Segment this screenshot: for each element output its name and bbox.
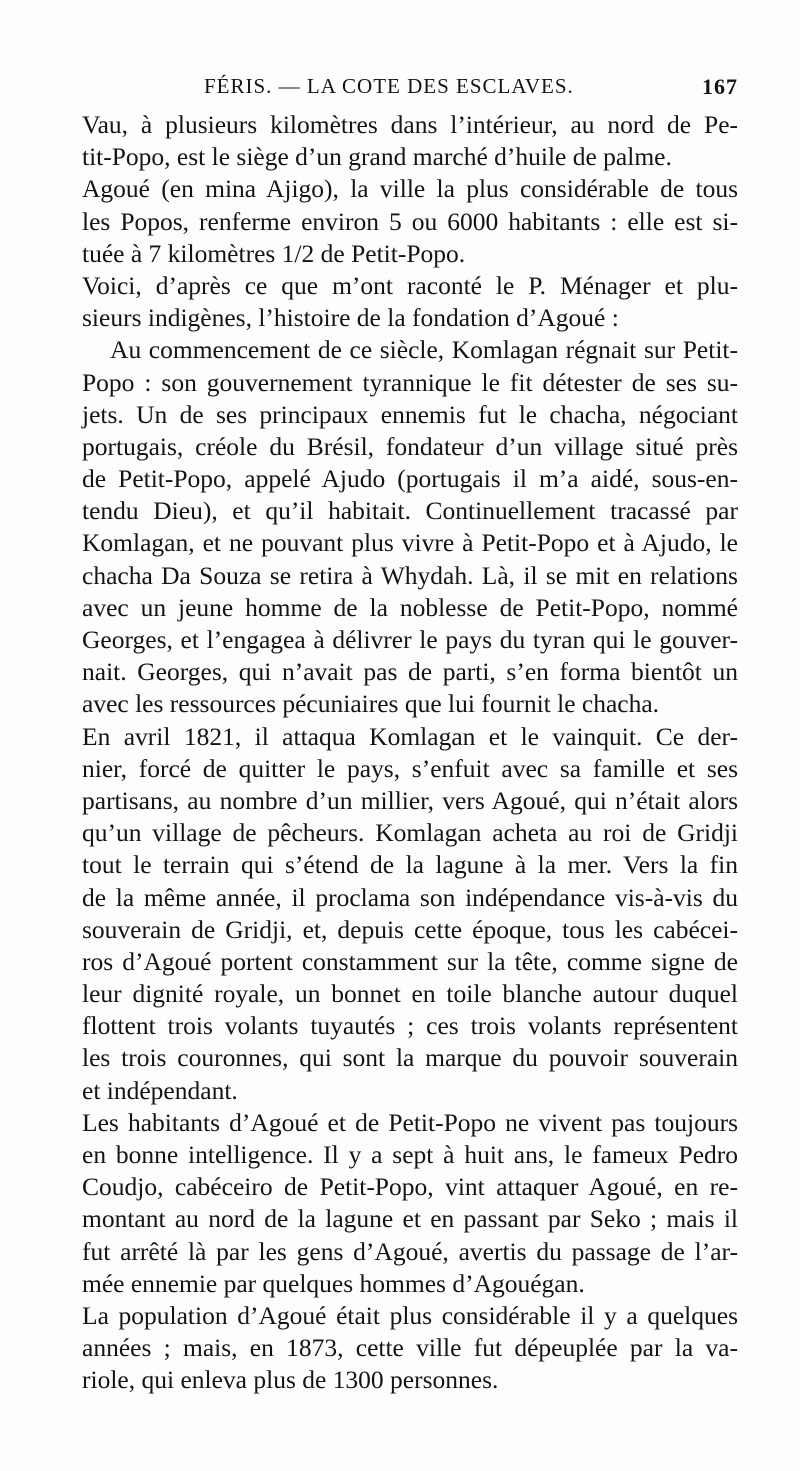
text-line: en bonne intelligence. Il y a sept à huit ans, le fameux Pedro	[82, 1140, 738, 1169]
text-line: souverain de Gridji, et, depuis cette époque, tous les cabécei-	[82, 914, 738, 944]
text-line: années ; mais, en 1873, cette ville fut dépeuplée par la va-	[82, 1333, 738, 1363]
paragraph	[82, 173, 738, 270]
text-line: les Popos, renferme environ 5 ou 6000 habitants : elle est si-	[82, 206, 738, 236]
text-line: riole, qui enleva plus de 1300 personnes.	[82, 1365, 499, 1395]
text-line: les trois couronnes, qui sont la marque du pouvoir souverain	[82, 1043, 738, 1073]
page-header	[82, 74, 738, 104]
paragraph	[82, 1300, 738, 1397]
text-line: Au commencement de ce siècle, Komlagan régnait sur Petit-	[110, 335, 738, 365]
text-line: Voici, d’après ce que m’ont raconté le P. Ménager et plu-	[82, 270, 738, 300]
text-line: qu’un village de pêcheurs. Komlagan acheta au roi de Gridji	[82, 818, 738, 848]
text-line: En avril 1821, il attaqua Komlagan et le vainquit. Ce der-	[82, 721, 738, 751]
text-line: tuée à 7 kilomètres 1/2 de Petit-Popo.	[82, 238, 466, 268]
text-line: mée ennemie par quelques hommes d’Agouégan.	[82, 1268, 585, 1298]
running-title: FÉRIS. — LA COTE DES ESCLAVES.	[204, 74, 574, 98]
text-line: tout le terrain qui s’étend de la lagune à la mer. Vers la fin	[82, 850, 738, 880]
text-line: jets. Un de ses principaux ennemis fut le chacha, négociant	[82, 399, 738, 429]
text-line: de Petit-Popo, appelé Ajudo (portugais il m’a aidé, sous-en-	[82, 464, 738, 494]
text-line: ros d’Agoué portent constamment sur la tête, comme signe de	[82, 946, 738, 976]
text-line: portugais, créole du Brésil, fondateur d’un village situé près	[82, 431, 738, 461]
text-line: tit-Popo, est le siège d’un grand marché d’huile de palme.	[82, 142, 672, 172]
text-line: fut arrêté là par les gens d’Agoué, avertis du passage de l’ar-	[82, 1236, 738, 1266]
text-line: Vau, à plusieurs kilomètres dans l’intérieur, au nord de Pe-	[82, 110, 738, 139]
text-line: Komlagan, et ne pouvant plus vivre à Petit-Popo et à Ajudo, le	[82, 528, 738, 558]
text-line: Les habitants d’Agoué et de Petit-Popo ne vivent pas toujours	[82, 1107, 738, 1137]
text-line: tendu Dieu), et qu’il habitait. Continuellement tracassé par	[82, 496, 738, 526]
text-line: nait. Georges, qui n’avait pas de parti, s’en forma bientôt un	[82, 657, 738, 687]
text-line: Popo : son gouvernement tyrannique le fit détester de ses su-	[82, 367, 738, 397]
text-line: Georges, et l’engagea à délivrer le pays du tyran qui le gouver-	[82, 625, 738, 654]
text-line: flottent trois volants tuyautés ; ces trois volants représentent	[82, 1011, 738, 1041]
text-line: de la même année, il proclama son indépendance vis-à-vis du	[82, 882, 738, 912]
text-line: leur dignité royale, un bonnet en toile blanche autour duquel	[82, 979, 738, 1009]
text-line: La population d’Agoué était plus considérable il y a quelques	[82, 1300, 738, 1330]
text-line: partisans, au nombre d’un millier, vers Agoué, qui n’était alors	[82, 785, 738, 815]
paragraph	[82, 270, 738, 334]
text-line: Coudjo, cabéceiro de Petit-Popo, vint attaquer Agoué, en re-	[82, 1172, 738, 1202]
text-line: et indépendant.	[82, 1075, 238, 1105]
paragraph	[82, 109, 738, 173]
text-line: montant au nord de la lagune et en passant par Seko ; mais il	[82, 1204, 738, 1234]
text-line: avec les ressources pécuniaires que lui fournit le chacha.	[82, 689, 660, 719]
text-line: avec un jeune homme de la noblesse de Petit-Popo, nommé	[82, 592, 738, 622]
body-text	[82, 109, 738, 1397]
text-line: Agoué (en mina Ajigo), la ville la plus considérable de tous	[82, 174, 738, 204]
page-number: 167	[702, 74, 738, 99]
text-line: chacha Da Souza se retira à Whydah. Là, il se mit en relations	[82, 560, 738, 590]
text-line: nier, forcé de quitter le pays, s’enfuit avec sa famille et ses	[82, 753, 738, 783]
paragraph	[82, 1107, 738, 1300]
paragraph	[82, 334, 738, 720]
paragraph	[82, 721, 738, 1107]
text-line: sieurs indigènes, l’histoire de la fondation d’Agoué :	[82, 303, 619, 333]
